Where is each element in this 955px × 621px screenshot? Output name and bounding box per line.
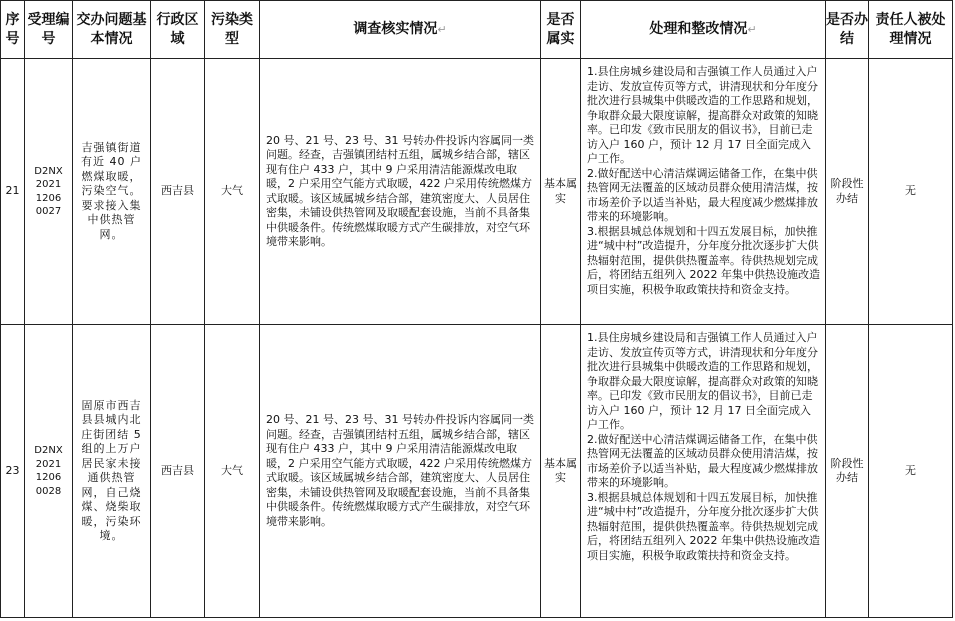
rectify-item: 1.县住房城乡建设局和吉强镇工作人员通过入户走访、发放宣传页等方式，讲清现状和分年度分批次进行县城集中供暖改造的工作思路和规划，争取群众最大限度谅解，提高群众对政策的知晓率。已印发《致市民朋友的倡议书》，目前已走访入户 160 户，预计 12 月 17 日全面完成入户工作。 [587,65,818,165]
code-cell [25,59,73,325]
header-seq: 序号 [1,1,25,59]
code-cell [25,325,73,618]
header-code: 受理编号 [25,1,73,59]
header-region: 行政区域 [151,1,205,59]
header-verify: 调查核实情况↵ [260,1,541,59]
verify-cell: 20 号、21 号、23 号、31 号转办件投诉内容属同一类问题。经查，吉强镇团结村五组，属城乡结合部，辖区现有住户 433 户，其中 9 户采用清洁能源煤改电取暖，2 户采用空气能方式取暖，422 户采用传统燃煤方式取暖。该区域属城乡结合部，建筑密度大、人员居住密集，未铺设供热管网及取暖配套设施，当前不具备集中供暖条件。传统燃煤取暖方式产生碳排放，对空气环境带来影响。 [260,59,541,325]
code-text: D2NX 2021 1206 0028 [34,445,63,497]
fact-cell: 基本属实 [541,325,581,618]
rectify-item: 2.做好配送中心清洁煤调运储备工作，在集中供热管网无法覆盖的区域动员群众使用清洁煤，按市场差价予以适当补贴，最大程度减少燃煤排放带来的环境影响。 [587,432,818,489]
region-cell: 西吉县 [151,59,205,325]
rectify-item: 3.根据县城总体规划和十四五发展目标，加快推进“城中村”改造提升，分年度分批次逐步扩大供热辐射范围，提供供热覆盖率。待供热规划完成后，将团结五组列入 2022 年集中供热设施改造项目实施，积极争取政策扶持和资金支持。 [587,224,820,296]
table-row [1,59,953,325]
verify-cell: 20 号、21 号、23 号、31 号转办件投诉内容属同一类问题。经查，吉强镇团结村五组，属城乡结合部，辖区现有住户 433 户，其中 9 户采用清洁能源煤改电取暖，2 户采用空气能方式取暖，422 户采用传统燃煤方式取暖。该区域属城乡结合部，建筑密度大、人员居住密集，未铺设供热管网及取暖配套设施，当前不具备集中供暖条件。传统燃煤取暖方式产生碳排放，对空气环境带来影响。 [260,325,541,618]
header-accountability: 责任人被处理情况 [869,1,953,59]
accountability-cell: 无 [869,325,953,618]
rectify-item: 1.县住房城乡建设局和吉强镇工作人员通过入户走访、发放宣传页等方式，讲清现状和分年度分批次进行县城集中供暖改造的工作思路和规划，争取群众最大限度谅解，提高群众对政策的知晓率。已印发《致市民朋友的倡议书》，目前已走访入户 160 户，预计 12 月 17 日全面完成入户工作。 [587,331,818,431]
rectify-item: 3.根据县城总体规划和十四五发展目标，加快推进“城中村”改造提升，分年度分批次逐步扩大供热辐射范围，提供供热覆盖率。待供热规划完成后，将团结五组列入 2022 年集中供热设施改造项目实施，积极争取政策扶持和资金支持。 [587,490,820,562]
region-cell: 西吉县 [151,325,205,618]
header-pollution: 污染类型 [205,1,260,59]
done-cell: 阶段性办结 [826,325,869,618]
done-cell: 阶段性办结 [826,59,869,325]
code-text: D2NX 2021 1206 0027 [34,165,63,217]
header-rectify: 处理和整改情况↵ [581,1,826,59]
table-row [1,325,953,618]
header-done: 是否办结 [826,1,869,59]
seq-cell: 21 [1,59,25,325]
basic-cell: 吉强镇街道有近 40 户燃煤取暖，污染空气。要求接入集中供热管网。 [73,59,151,325]
rectify-cell [581,59,826,325]
rectify-item: 2.做好配送中心清洁煤调运储备工作，在集中供热管网无法覆盖的区域动员群众使用清洁煤，按市场差价予以适当补贴，最大程度减少燃煤排放带来的环境影响。 [587,166,818,223]
accountability-cell: 无 [869,59,953,325]
fact-cell: 基本属实 [541,59,581,325]
header-row [1,1,953,59]
header-fact: 是否属实 [541,1,581,59]
header-basic: 交办问题基本情况 [73,1,151,59]
basic-cell: 固原市西吉县县城内北庄街团结 5 组的上万户居民家未接通供热管网，自己烧煤、烧柴取暖，污染环境。 [73,325,151,618]
pollution-cell: 大气 [205,59,260,325]
seq-cell: 23 [1,325,25,618]
pollution-cell: 大气 [205,325,260,618]
rectify-cell [581,325,826,618]
